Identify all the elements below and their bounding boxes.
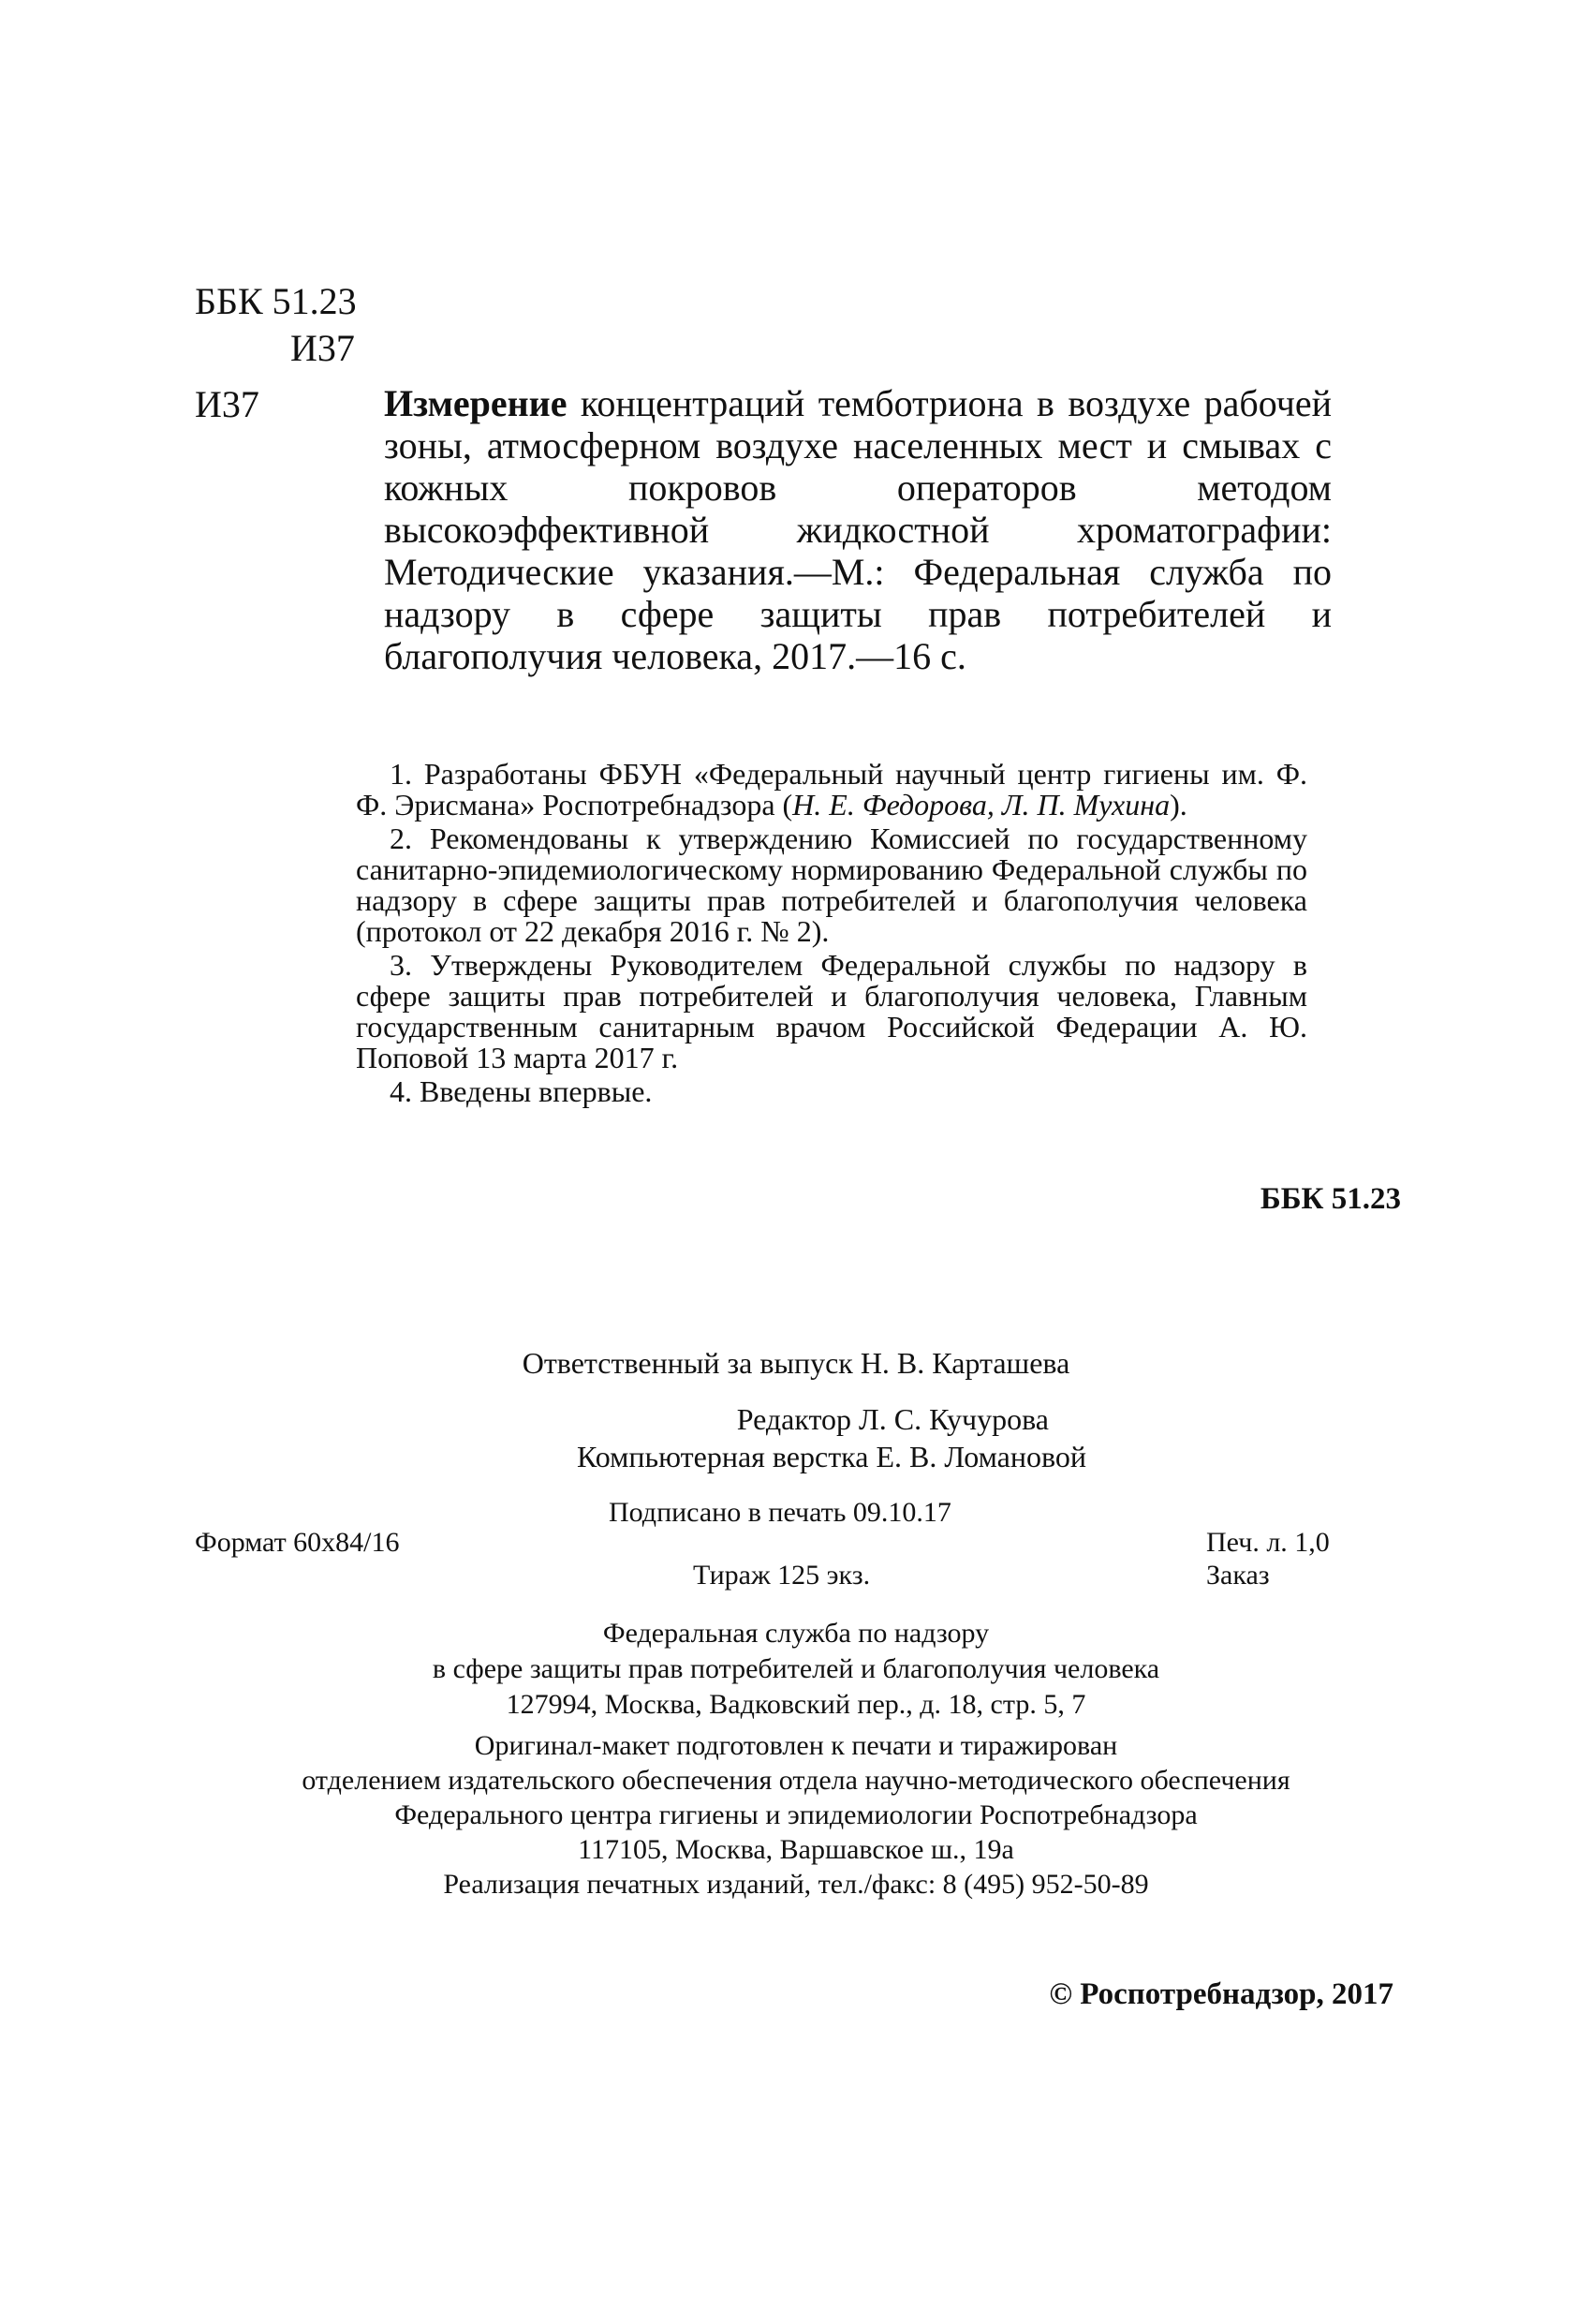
printed-sheets: Печ. л. 1,0	[1206, 1527, 1330, 1558]
bbk-code: ББК 51.23	[195, 280, 357, 322]
publisher-address	[0, 1616, 1592, 1723]
editor-block	[506, 1400, 1086, 1475]
bbk-code-right: ББК 51.23	[1260, 1182, 1401, 1216]
bibliographic-abstract	[384, 382, 1332, 677]
note-recommended: 2. Рекомендованы к утверждению Комиссией по государственному санитарно-эпидемиологическому нормированию Федеральной службы по надзору в сфере защиты прав потребителей и благополучия человека (протокол от 22 декабря 2016 г. № 2).	[356, 822, 1307, 948]
layout-printer-info	[0, 1728, 1592, 1902]
note-approved: 3. Утверждены Руководителем Федеральной службы по надзору в сфере защиты прав потребителей и благополучия человека, Главным государственным санитарным врачом Российской Федерации А. Ю. Поповой 13 марта 2017 г.	[356, 948, 1307, 1074]
copyright: © Роспотребнадзор, 2017	[1049, 1977, 1393, 2011]
note-developed-text: 1. Разработаны ФБУН «Федеральный научный центр гигиены им. Ф. Ф. Эрисмана» Роспотребнадзора (	[356, 757, 1307, 822]
note-authors: Н. Е. Федорова, Л. П. Мухина	[792, 788, 1171, 822]
author-sign-code: И37	[290, 327, 355, 369]
note-developed	[356, 759, 1307, 821]
layout-line: Компьютерная верстка Е. В. Ломановой	[577, 1440, 1086, 1473]
maket-line-2: отделением издательского обеспечения отдела научно-методического обеспечения	[302, 1765, 1290, 1796]
paper-format: Формат 60x84/16	[195, 1527, 400, 1558]
agency-line-2: в сфере защиты прав потребителей и благополучия человека	[432, 1653, 1160, 1684]
maket-line-4: 117105, Москва, Варшавское ш., 19а	[578, 1834, 1014, 1865]
print-run: Тираж 125 экз.	[693, 1560, 871, 1591]
maket-line-1: Оригинал-макет подготовлен к печати и тиражирован	[474, 1730, 1118, 1761]
abstract-title-word: Измерение	[384, 382, 568, 424]
agency-line-3: 127994, Москва, Вадковский пер., д. 18, стр. 5, 7	[506, 1689, 1086, 1720]
order-number: Заказ	[1206, 1560, 1270, 1591]
abstract-text: концентраций темботриона в воздухе рабочей зоны, атмосферном воздухе населенных мест и смывах с кожных покровов операторов методом высокоэффективной жидкостной хроматографии: Методические указания.—М.: Федеральная служба по надзору в сфере защиты прав потребителей и благополучия человека, 2017.—16 с.	[384, 382, 1332, 677]
maket-line-5: Реализация печатных изданий, тел./факс: 8 (495) 952-50-89	[443, 1869, 1149, 1900]
responsible-line: Ответственный за выпуск Н. В. Карташева	[522, 1346, 1070, 1380]
editor-line: Редактор Л. С. Кучурова	[736, 1402, 1049, 1436]
signed-to-print: Подписано в печать 09.10.17	[609, 1497, 951, 1528]
notes-list	[356, 759, 1307, 1110]
agency-line-1: Федеральная служба по надзору	[602, 1618, 990, 1649]
entry-code: И37	[195, 383, 259, 425]
maket-line-3: Федерального центра гигиены и эпидемиологии Роспотребнадзора	[394, 1799, 1198, 1830]
note-developed-end: ).	[1170, 788, 1187, 822]
note-introduced: 4. Введены впервые.	[390, 1074, 653, 1108]
